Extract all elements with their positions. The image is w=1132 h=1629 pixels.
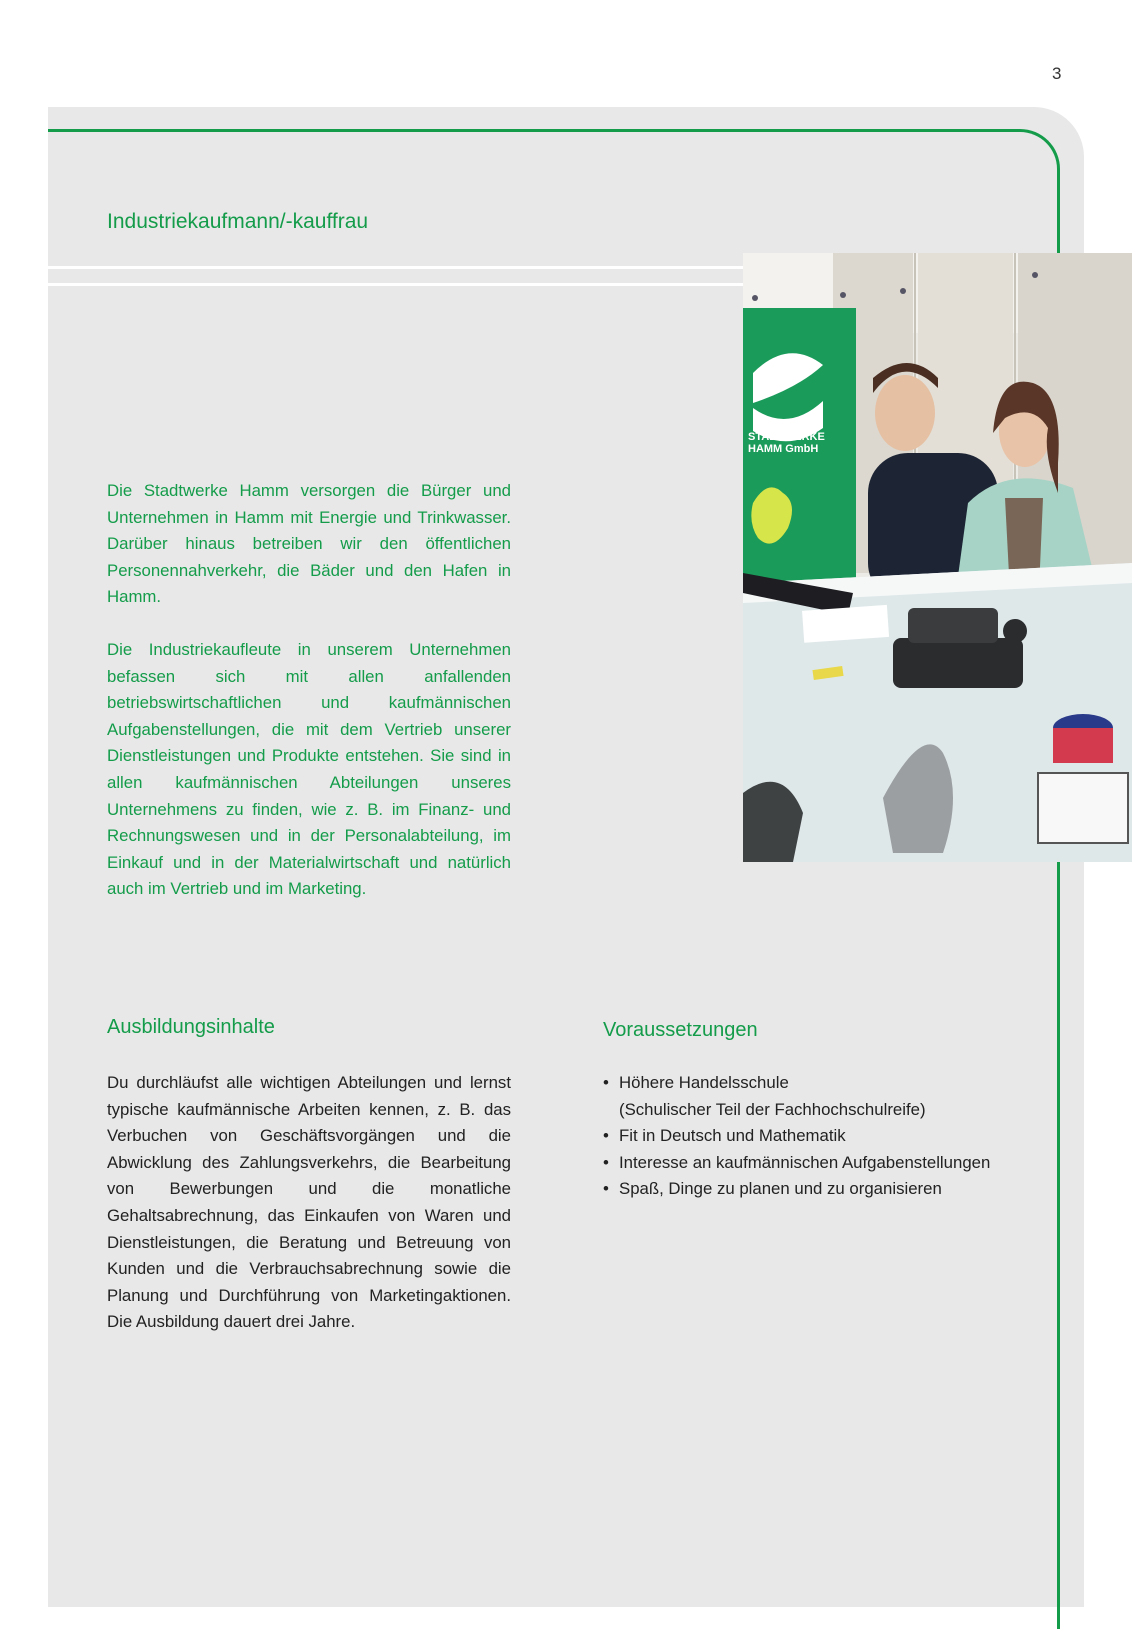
list-item-text: Fit in Deutsch und Mathematik	[619, 1126, 846, 1146]
voraussetzungen-list	[603, 1070, 990, 1203]
list-item-subtext: (Schulischer Teil der Fachhochschulreife)	[619, 1099, 926, 1119]
list-item	[603, 1070, 990, 1123]
voraussetzungen-title: Voraussetzungen	[603, 1019, 758, 1041]
banner-text: STADTWERKE	[748, 431, 825, 443]
list-item	[603, 1176, 990, 1203]
page-number: 3	[1052, 64, 1062, 83]
list-item-text: Interesse an kaufmännischen Aufgabenstellungen	[619, 1152, 991, 1172]
ausbildung-text: Du durchläufst alle wichtigen Abteilungen und lernst typische kaufmännische Arbeiten kennen, z. B. das Verbuchen von Geschäftsvorgängen und die Abwicklung des Zahlungsverkehrs, die Bearbeitung von Bewerbungen und die monatliche Gehaltsabrechnung, das Einkaufen von Waren und Dienstleistungen, die Beratung und Betreuung von Kunden und die Verbrauchsabrechnung sowie die Planung und Durchführung von Marketingaktionen. Die Ausbildung dauert drei Jahre.	[107, 1073, 511, 1332]
intro-text	[107, 478, 511, 929]
list-item-text: Höhere Handelsschule	[619, 1073, 789, 1092]
ausbildung-title: Ausbildungsinhalte	[107, 1016, 275, 1038]
office-photo	[743, 253, 1132, 862]
page-title: Industriekaufmann/-kauffrau	[107, 210, 369, 233]
list-item	[603, 1123, 990, 1150]
list-item	[603, 1150, 990, 1177]
banner-text: HAMM GmbH	[748, 443, 819, 455]
intro-paragraph: Die Industriekaufleute in unserem Unternehmen befassen sich mit allen anfallenden betriebswirtschaftlichen und kaufmännischen Aufgabenstellungen, die mit dem Vertrieb unserer Dienstleistungen und Produkte entstehen. Sie sind in allen kaufmännischen Abteilungen unseres Unternehmens zu finden, wie z. B. im Finanz- und Rechnungswesen und in der Personalabteilung, im Einkauf und in der Materialwirtschaft und natürlich auch im Vertrieb und im Marketing.	[107, 639, 511, 899]
intro-paragraph: Die Stadtwerke Hamm versorgen die Bürger und Unternehmen in Hamm mit Energie und Trinkwasser. Darüber hinaus betreiben wir den öffentlichen Personennahverkehr, die Bäder und den Hafen in Hamm.	[107, 481, 511, 607]
list-item-text: Spaß, Dinge zu planen und zu organisieren	[619, 1179, 942, 1199]
